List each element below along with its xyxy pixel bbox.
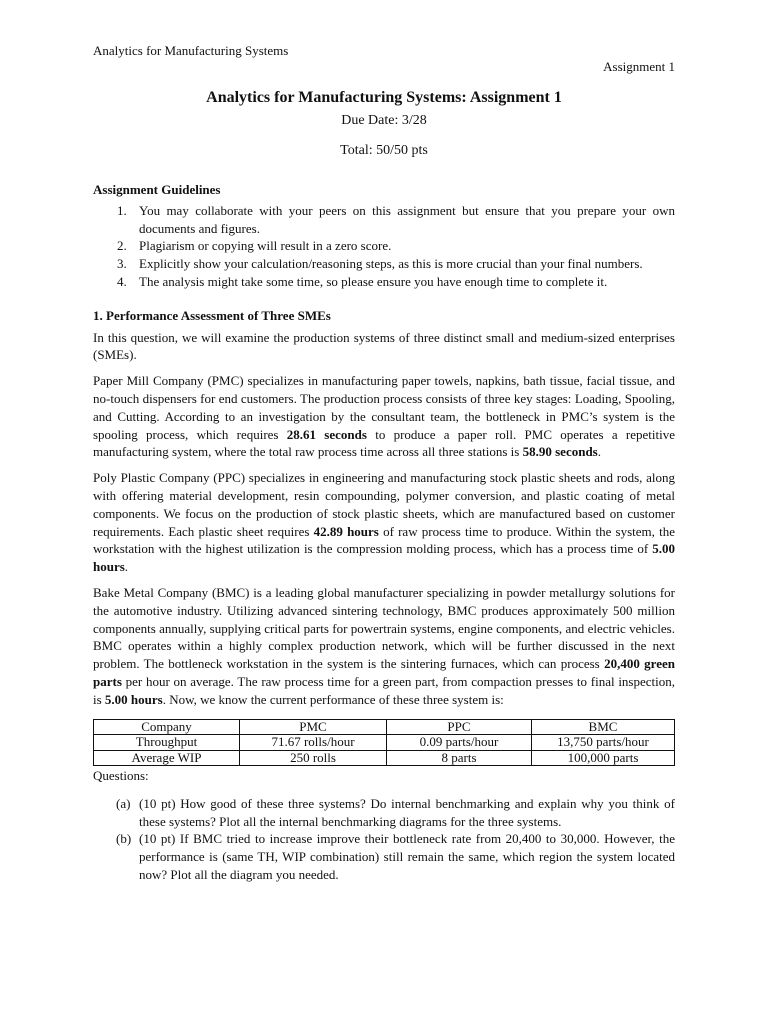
list-number: 4. <box>117 273 127 289</box>
list-text: You may collaborate with your peers on this assignment but ensure that you prepare your own documents and figures. <box>139 202 675 236</box>
table-cell: 8 parts <box>387 750 532 766</box>
running-header-right: Assignment 1 <box>603 59 675 74</box>
questions-list <box>93 795 675 884</box>
bold-value: 42.89 hours <box>313 523 379 539</box>
guidelines-heading: Assignment Guidelines <box>93 182 221 197</box>
table-header-cell: Company <box>94 719 240 735</box>
table-header-cell: PPC <box>387 719 532 735</box>
performance-table <box>93 719 675 767</box>
running-header-left: Analytics for Manufacturing Systems <box>93 43 289 58</box>
paragraph-text: per hour on average. The raw process time for a green part, from compaction presses to final inspection, is <box>93 673 675 707</box>
title-block <box>93 88 675 160</box>
table-cell: 71.67 rolls/hour <box>240 735 387 751</box>
bmc-paragraph <box>93 584 675 709</box>
due-date: Due Date: 3/28 <box>341 113 427 128</box>
list-item <box>93 202 675 238</box>
list-number: 1. <box>117 202 127 218</box>
section-heading: 1. Performance Assessment of Three SMEs <box>93 307 331 323</box>
paragraph-text: . <box>124 559 129 575</box>
list-number: 3. <box>117 256 127 272</box>
table-cell: 100,000 parts <box>532 750 675 766</box>
question-item <box>93 795 675 831</box>
document-body <box>93 181 675 884</box>
table-cell: Throughput <box>94 735 240 751</box>
question-text: (10 pt) How good of these three systems? Do internal benchmarking and explain why you think of these systems? Plot all the internal benchmarking diagrams for the three systems. <box>139 795 675 829</box>
bold-value: 58.90 seconds <box>522 444 598 460</box>
table-row <box>94 735 675 751</box>
guidelines-list <box>93 202 675 291</box>
paragraph-text: to produce a paper roll. PMC operates a repetitive manufacturing system, where the total raw process time across all three stations is <box>93 426 675 460</box>
intro-paragraph: In this question, we will examine the production systems of three distinct small and medium-sized enterprises (SMEs). <box>93 329 675 363</box>
list-item <box>93 237 675 255</box>
paragraph-text: . Now, we know the current performance of these three system is: <box>162 691 504 707</box>
list-text: Plagiarism or copying will result in a zero score. <box>139 238 392 254</box>
question-item <box>93 830 675 883</box>
list-item <box>93 273 675 291</box>
bold-value: 28.61 seconds <box>286 426 367 442</box>
ppc-paragraph <box>93 469 675 576</box>
paragraph-text: Poly Plastic Company (PPC) specializes in engineering and manufacturing stock plastic sheets and rods, along with offering material development, resin compounding, polymer conversion, and plastic coating of metal components. We focus on the production of stock plastic sheets, which are manufactured based on customer requirements. Each plastic sheet requires <box>93 470 675 539</box>
question-number: (b) <box>116 831 132 847</box>
paragraph-text: . <box>597 444 601 460</box>
bold-value: 5.00 hours <box>104 691 163 707</box>
table-cell: 250 rolls <box>240 750 387 766</box>
bold-value: 20,400 green parts <box>93 656 675 689</box>
question-number: (a) <box>116 795 131 811</box>
list-text: The analysis might take some time, so please ensure you have enough time to complete it. <box>139 273 608 289</box>
list-text: Explicitly show your calculation/reasoning steps, as this is more crucial than your final numbers. <box>139 256 643 272</box>
paragraph-text: Paper Mill Company (PMC) specializes in manufacturing paper towels, napkins, bath tissue, facial tissue, and no-touch dispensers for end customers. The production process consists of three key stages: Loading, Spooling, and Cutting. According to an investigation by the consultant team, the bottleneck in PMC’s system is the spooling process, which requires <box>93 373 675 442</box>
paragraph-text: Bake Metal Company (BMC) is a leading global manufacturer specializing in powder metallurgy solutions for the automotive industry. Utilizing advanced sintering technology, BMC produces approximately 500 million components annually, supplying critical parts for powertrain systems, engine components, and electric vehicles. BMC operates within a highly complex production network, which will be further discussed in the next problem. The bottleneck workstation in the system is the sintering furnaces, which can process <box>93 584 675 672</box>
list-item <box>93 255 675 273</box>
table-header-cell: PMC <box>240 719 387 735</box>
table-header-row <box>94 719 675 735</box>
question-text: (10 pt) If BMC tried to increase improve their bottleneck rate from 20,400 to 30,000. However, the performance is (same TH, WIP combination) still remain the same, which region the system located now? Plot all the diagram you needed. <box>139 831 675 882</box>
document-title: Analytics for Manufacturing Systems: Assignment 1 <box>206 89 562 106</box>
list-number: 2. <box>117 238 127 254</box>
pmc-paragraph <box>93 372 675 461</box>
paragraph-text: of raw process time to produce. Within the system, the workstation with the highest utilization is the compression molding process, which has a process time of <box>93 523 676 557</box>
table-cell: 0.09 parts/hour <box>387 735 532 751</box>
bold-value: 5.00 hours <box>93 541 675 575</box>
table-row <box>94 750 675 766</box>
table-header-cell: BMC <box>532 719 675 735</box>
table-cell: 13,750 parts/hour <box>532 735 675 751</box>
questions-label: Questions: <box>93 768 149 784</box>
total-points: Total: 50/50 pts <box>340 143 428 158</box>
table-cell: Average WIP <box>94 750 240 766</box>
